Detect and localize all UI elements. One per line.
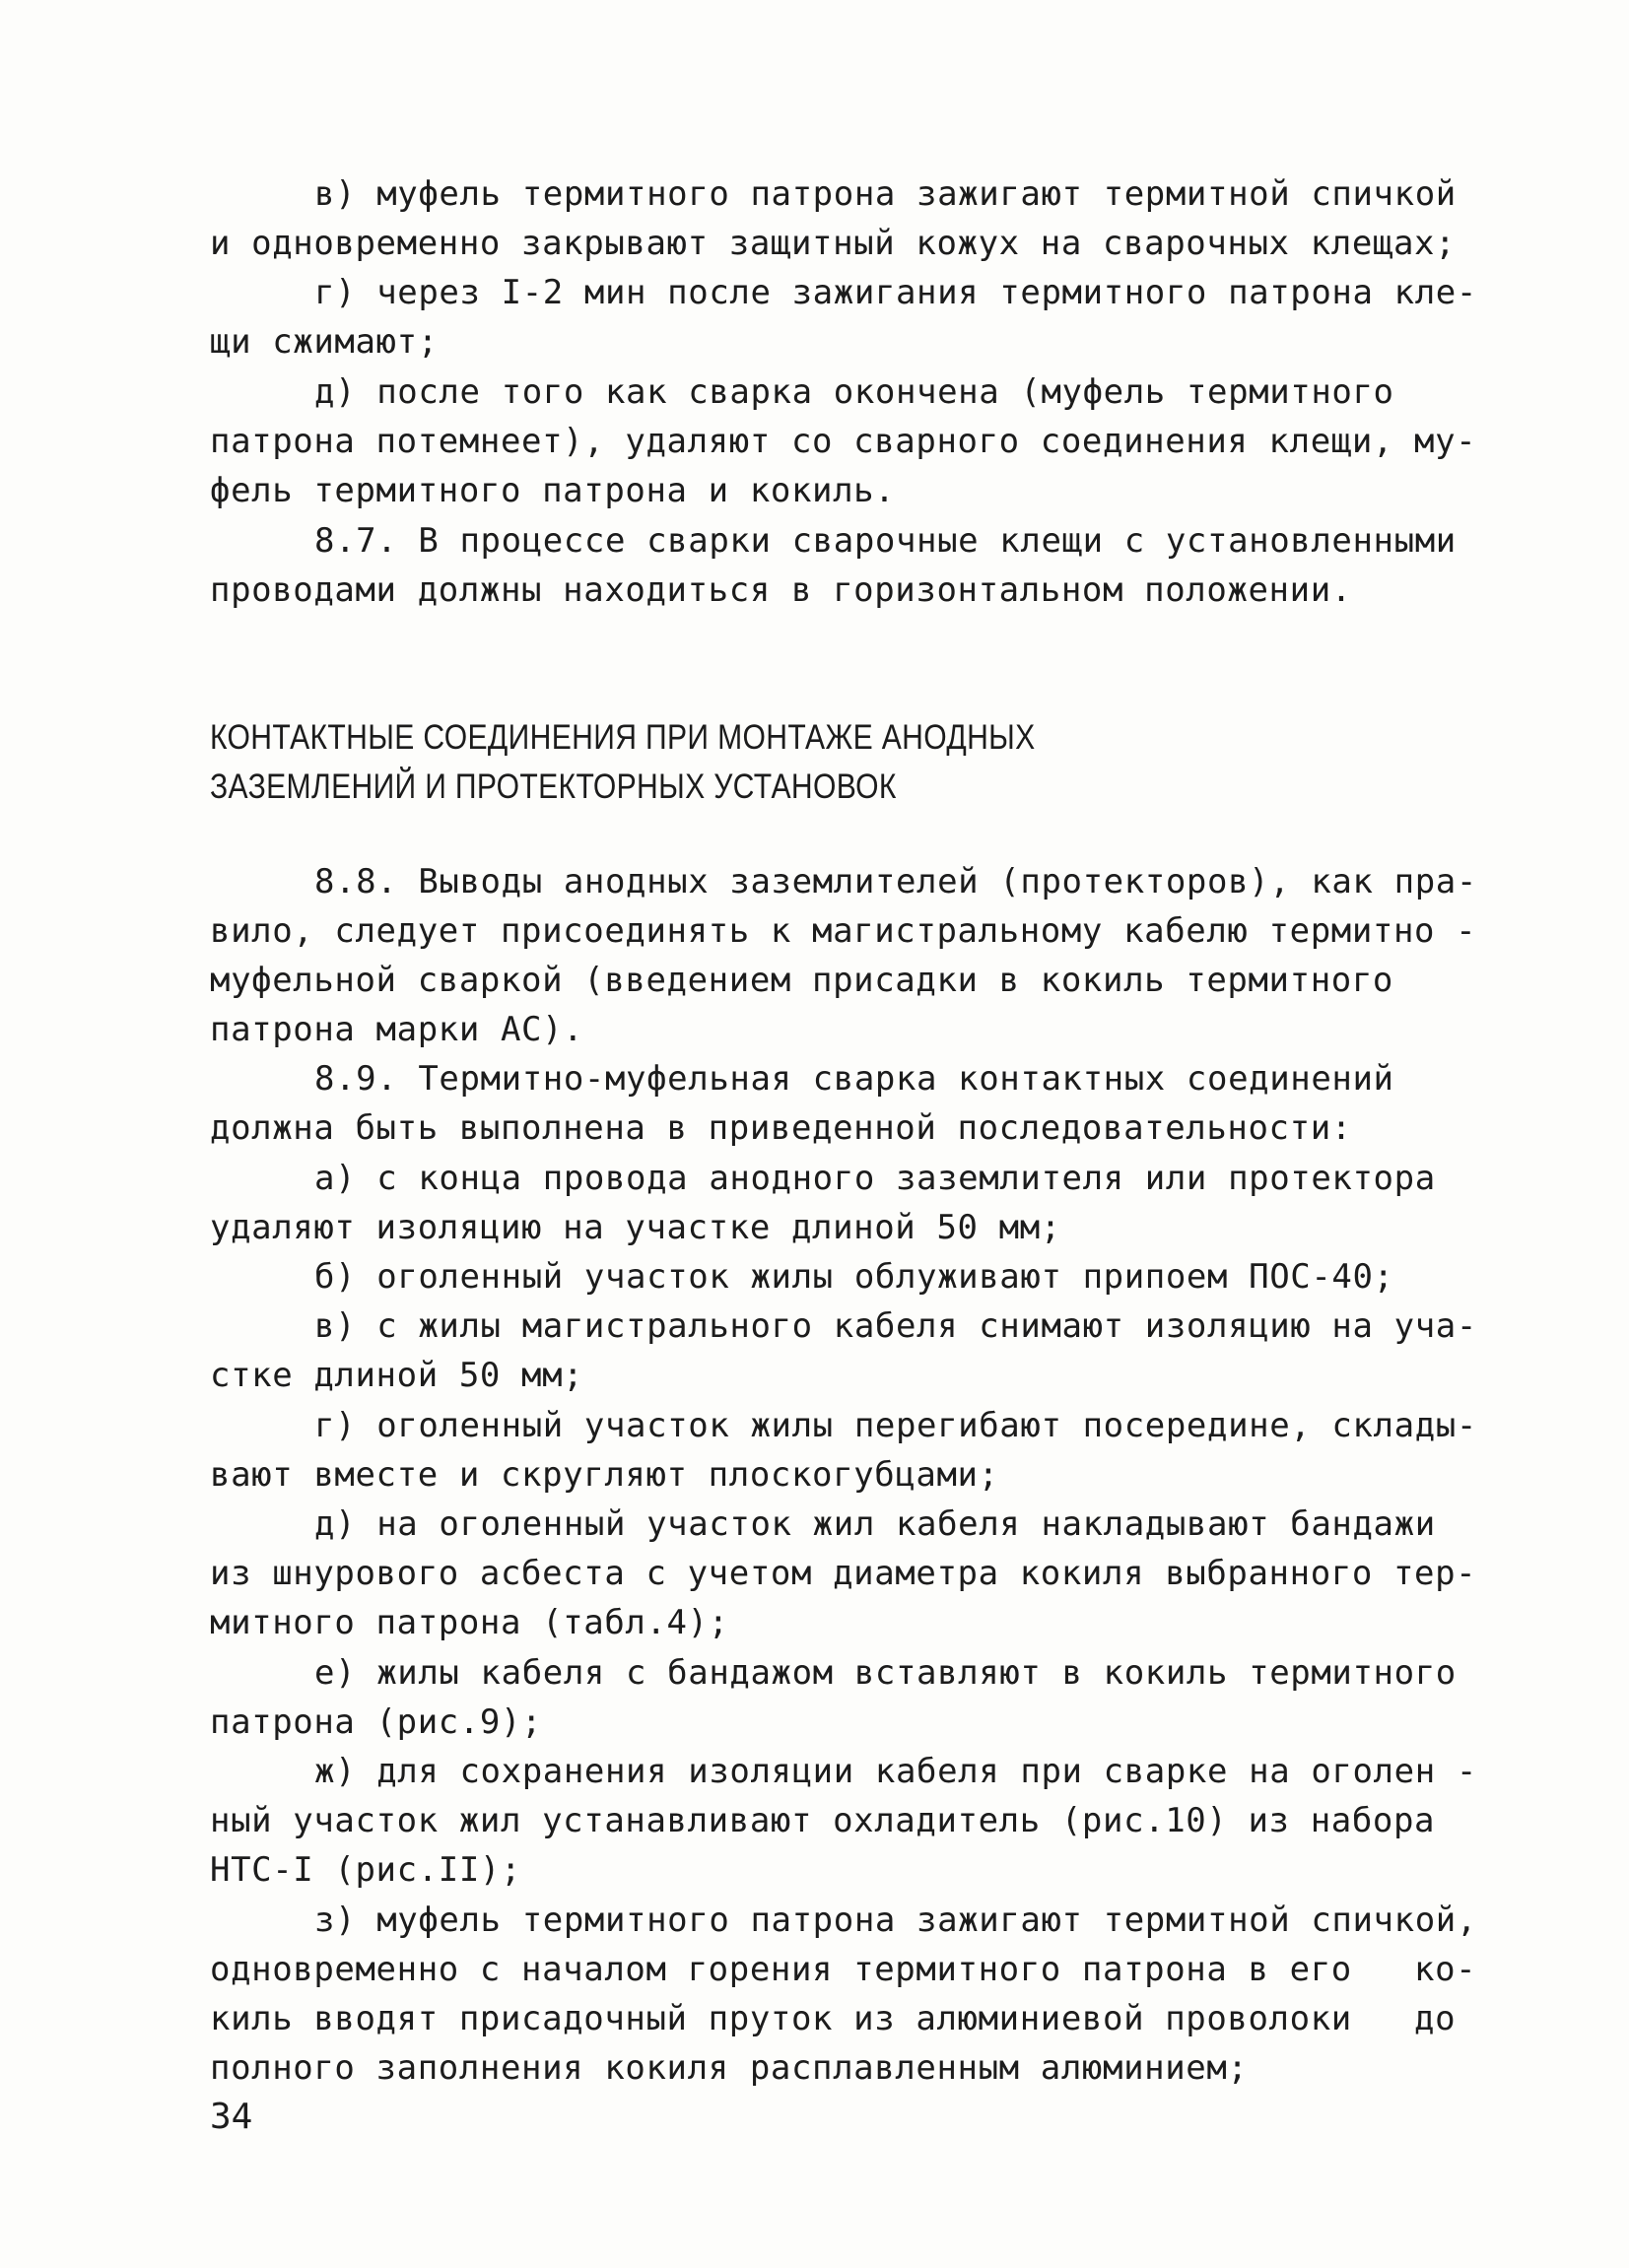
paragraph-line: патрона потемнеет), удаляют со сварного соединения клещи, му- — [210, 422, 1477, 461]
paragraph-line: а) с конца провода анодного заземлителя или протектора — [314, 1159, 1436, 1198]
paragraph-line: патрона (рис.9); — [210, 1702, 543, 1742]
paragraph-line: 8.8. Выводы анодных заземлителей (протекторов), как пра- — [314, 862, 1477, 901]
paragraph-line: НТС-I (рис.II); — [210, 1850, 522, 1890]
paragraph-line: щи сжимают; — [210, 322, 439, 362]
paragraph-line: е) жилы кабеля с бандажом вставляют в кокиль термитного — [314, 1653, 1457, 1693]
paragraph-line: в) с жилы магистрального кабеля снимают изоляцию на уча- — [314, 1306, 1477, 1346]
paragraph-line: г) оголенный участок жилы перегибают посередине, склады- — [314, 1406, 1477, 1445]
paragraph-line: 8.9. Термитно-муфельная сварка контактных соединений — [314, 1059, 1394, 1099]
paragraph-line: ж) для сохранения изоляции кабеля при сварке на оголен - — [314, 1752, 1477, 1791]
paragraph-line: и одновременно закрывают защитный кожух на сварочных клещах; — [210, 224, 1457, 263]
paragraph-line: ный участок жил устанавливают охладитель (рис.10) из набора — [210, 1801, 1436, 1840]
paragraph-line: полного заполнения кокиля расплавленным алюминием; — [210, 2048, 1249, 2088]
paragraph-line: муфельной сваркой (введением присадки в кокиль термитного — [210, 961, 1393, 1000]
paragraph-line: фель термитного патрона и кокиль. — [210, 471, 896, 510]
paragraph-line: патрона марки АС). — [210, 1010, 584, 1049]
section-heading: КОНТАКТНЫЕ СОЕДИНЕНИЯ ПРИ МОНТАЖЕ АНОДНЫХ — [210, 718, 1036, 757]
section-heading: ЗАЗЕМЛЕНИЙ И ПРОТЕКТОРНЫХ УСТАНОВОК — [210, 767, 897, 806]
paragraph-line: киль вводят присадочный пруток из алюминиевой проволоки до — [210, 1999, 1457, 2038]
paragraph-line: стке длиной 50 мм; — [210, 1356, 584, 1395]
paragraph-line: из шнурового асбеста с учетом диаметра кокиля выбранного тер- — [210, 1554, 1477, 1593]
page-number: 34 — [210, 2097, 253, 2137]
paragraph-line: проводами должны находиться в горизонтальном положении. — [210, 570, 1352, 610]
paragraph-line: д) на оголенный участок жил кабеля накладывают бандажи — [314, 1504, 1436, 1544]
paragraph-line: 8.7. В процессе сварки сварочные клещи с установленными — [314, 521, 1457, 561]
paragraph-line: з) муфель термитного патрона зажигают термитной спичкой, — [314, 1901, 1477, 1940]
paragraph-line: в) муфель термитного патрона зажигают термитной спичкой — [314, 174, 1457, 214]
paragraph-line: митного патрона (табл.4); — [210, 1603, 729, 1642]
paragraph-line: вают вместе и скругляют плоскогубцами; — [210, 1455, 999, 1495]
paragraph-line: вило, следует присоединять к магистральному кабелю термитно - — [210, 911, 1477, 951]
paragraph-line: удаляют изоляцию на участке длиной 50 мм; — [210, 1208, 1061, 1247]
paragraph-line: г) через I-2 мин после зажигания термитного патрона кле- — [314, 273, 1477, 312]
paragraph-line: должна быть выполнена в приведенной последовательности: — [210, 1108, 1352, 1148]
paragraph-line: б) оголенный участок жилы облуживают припоем ПОС-40; — [314, 1257, 1394, 1297]
paragraph-line: д) после того как сварка окончена (муфель термитного — [314, 372, 1394, 412]
paragraph-line: одновременно с началом горения термитного патрона в его ко- — [210, 1950, 1477, 1989]
